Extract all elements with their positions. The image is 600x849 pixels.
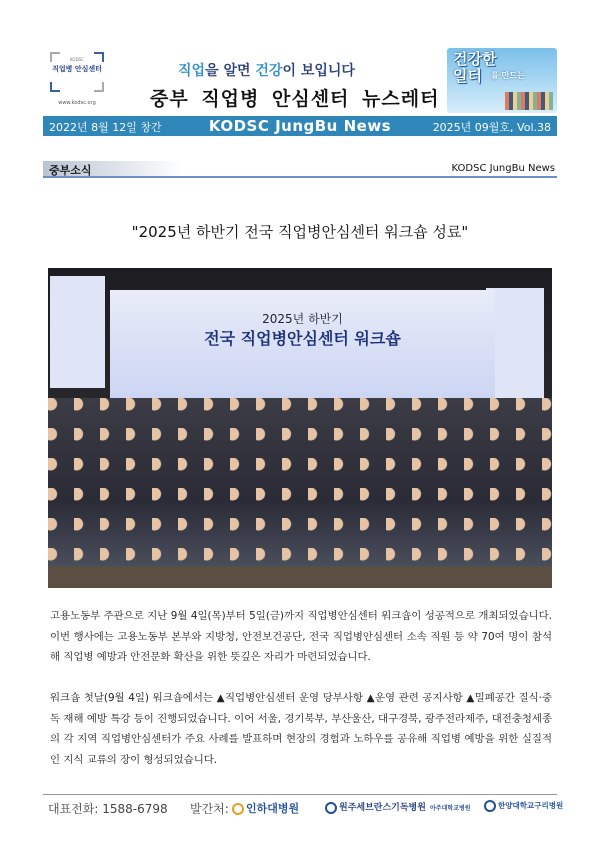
article-paragraph: 워크숍 첫날(9월 4일) 워크숍에서는 ▲직업병안심센터 운영 당부사항 ▲운영 관련 공지사항 ▲밀폐공간 질식·중독 재해 예방 특강 등이 진행되었습니다. 이어 서울, 경기북부, 부산울산, 대구경북, 광주전라제주, 대전충청세종의 각 지역 직업병안심센터가 주요 사례를 발표하며 현장의 경험과 노하우를 공유해 직업병 예방을 위한 실질적인 지식 교류의 장이 형성되었습니다. bbox=[50, 692, 552, 766]
healthy-workplace-badge: 건강한 일터 를 만드는 bbox=[447, 48, 557, 113]
banner-title: KODSC JungBu News bbox=[208, 117, 392, 135]
newsletter-title: 중부 직업병 안심센터 뉴스레터 bbox=[150, 88, 440, 110]
issue-number: 2025년 09월호, Vol.38 bbox=[432, 121, 551, 134]
hospital-emblem-icon bbox=[325, 802, 337, 814]
article-headline: "2025년 하반기 전국 직업병안심센터 워크숍 성료" bbox=[131, 223, 469, 241]
slogan: 직업을 알면 건강이 보입니다 bbox=[178, 63, 355, 79]
attendees-group bbox=[48, 398, 552, 568]
people-illustration bbox=[505, 92, 553, 110]
article-paragraph: 고용노동부 주관으로 지난 9월 4일(목)부터 5일(금)까지 직업병안심센터 워크숍이 성공적으로 개최되었습니다. 이번 행사에는 고용노동부 본부와 지방청, 안전보건공단, 전국 직업병안심센터 소속 직원 등 약 70여 명이 참석해 직업병 예방과 안전문화 확산을 위한 뜻깊은 자리가 마련되었습니다. bbox=[50, 610, 552, 663]
publisher-label: 발간처: bbox=[190, 802, 229, 816]
website-url: www.kodsc.org bbox=[58, 100, 96, 106]
hospital-logo-ajou: 아주대학교병원 bbox=[430, 805, 471, 812]
footer-divider bbox=[43, 794, 557, 795]
hospital-logo-hanyang: 한양대학교구리병원 bbox=[484, 800, 563, 812]
phone-number: 대표전화: 1588-6798 bbox=[48, 802, 168, 816]
masthead-banner bbox=[43, 116, 557, 136]
hospital-logo-wonju: 원주세브란스기독병원 bbox=[325, 800, 426, 814]
kodsc-logo: KODSC 직업병 안심센터 www.kodsc.org bbox=[46, 48, 108, 110]
stage-screen: 2025년 하반기 전국 직업병안심센터 워크숍 bbox=[110, 290, 495, 408]
hospital-emblem-icon bbox=[232, 803, 244, 815]
hospital-logo-inha: 인하대병원 bbox=[232, 800, 299, 816]
section-header: 중부소식 KODSC JungBu News bbox=[43, 161, 557, 178]
section-tag: 중부소식 bbox=[43, 161, 183, 176]
hospital-emblem-icon bbox=[484, 800, 496, 812]
workshop-group-photo bbox=[48, 268, 552, 588]
founded-date: 2022년 8월 12일 창간 bbox=[49, 121, 162, 134]
